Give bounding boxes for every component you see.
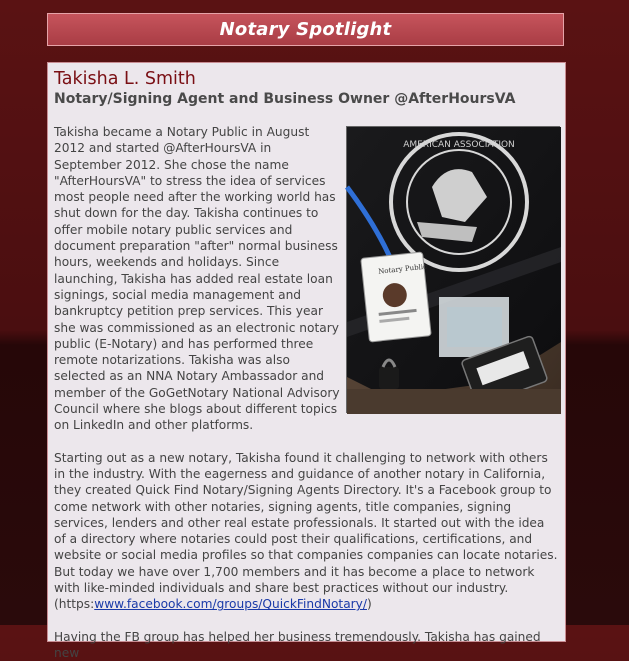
seal-text: AMERICAN ASSOCIATION bbox=[403, 140, 515, 150]
paragraph-intro-text: Takisha became a Notary Public in August 2012 and started @AfterHoursVA in September 2012. She chose the name "AfterHoursVA" to stress the idea of services most people need after the working world has shut down for the day. Takisha continues to offer mobile notary public services and document preparation "after" normal business hours, weekends and holidays. Since launching, Takisha has added real estate loan signings, social media management and bankruptcy petition prep services. This year she was commissioned as an electronic notary public (E-Notary) and has performed three remote notarizations. Takisha was also selected as an NNA Notary Ambassador and member of the GoGetNotary National Advisory Council where she blogs about different topics on LinkedIn and other platforms. bbox=[54, 125, 340, 433]
paragraph-impact: Having the FB group has helped her business tremendously. Takisha has gained new bbox=[54, 629, 541, 660]
banner-title: Notary Spotlight bbox=[219, 19, 392, 40]
notary-bag-photo bbox=[346, 126, 560, 413]
paragraph-network-text: Starting out as a new notary, Takisha found it challenging to network with others in the industry. With the eagerness and guidance of another notary in California, they created Quick Find Notary/Signing Agents Directory. It's a Facebook group to come network with other notaries, signing agents, title companies, signing services, lenders and other real estate professionals. It started out with the idea of a directory where notaries could post their qualifications, certifications, and website or social media profiles so that companies companies can locate notaries. But today we have over 1,700 members and it has become a place to network with like-minded individuals and share best practices without our industry. (https: bbox=[54, 450, 558, 612]
spotlight-banner bbox=[47, 13, 564, 46]
spotlight-card bbox=[47, 62, 566, 660]
paragraph-network-close: ) bbox=[367, 597, 372, 612]
article-body bbox=[54, 124, 559, 661]
profile-name: Takisha L. Smith bbox=[54, 69, 196, 89]
paragraph-intro bbox=[54, 124, 559, 434]
badge-title: Notary Public bbox=[377, 262, 428, 276]
profile-subtitle: Notary/Signing Agent and Business Owner @AfterHoursVA bbox=[54, 91, 516, 107]
paragraph-network bbox=[54, 450, 559, 613]
facebook-group-link[interactable]: www.facebook.com/groups/QuickFindNotary/ bbox=[94, 597, 367, 612]
